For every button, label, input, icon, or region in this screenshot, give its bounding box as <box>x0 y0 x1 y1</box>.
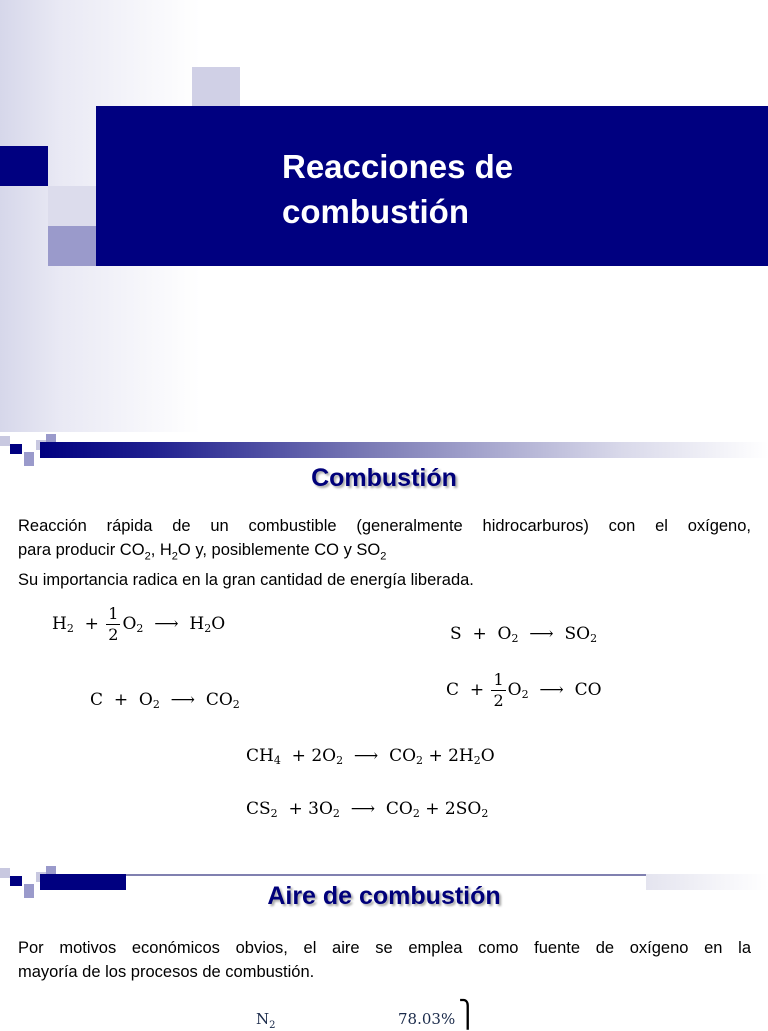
fraction <box>106 604 120 645</box>
eq-term: H <box>52 614 67 634</box>
eq-term: C <box>446 680 460 700</box>
subscript: 2 <box>332 807 340 820</box>
subscript: 2 <box>144 550 151 563</box>
intro-paragraph <box>18 514 751 592</box>
eq-term: O <box>211 614 226 634</box>
eq-term: O <box>507 680 522 700</box>
eq-term: CO <box>205 690 233 710</box>
eq-term: CO <box>574 680 602 700</box>
subscript: 2 <box>270 807 278 820</box>
eq-term: H <box>189 614 205 634</box>
header-decor-square <box>0 868 10 878</box>
subscript: 2 <box>66 622 74 635</box>
eq-arrow: ⟶ <box>350 799 376 819</box>
section-heading: Combustión <box>311 464 457 492</box>
eq-arrow: ⟶ <box>539 680 564 700</box>
text-fragment: , H <box>150 541 172 559</box>
n2-label: N <box>256 1010 270 1028</box>
brace-icon: ⎫ <box>458 1000 478 1030</box>
eq-term: 2SO <box>444 799 482 819</box>
eq-term: S <box>450 624 462 644</box>
eq-term: O <box>497 624 512 644</box>
subscript: 2 <box>511 632 519 645</box>
combustion-slide <box>0 432 768 864</box>
subscript: 2 <box>380 550 387 563</box>
air-line2: mayoría de los procesos de combustión. <box>18 963 315 981</box>
eq-arrow: ⟶ <box>529 624 554 644</box>
text-fragment: para producir CO <box>18 541 145 559</box>
eq-term: O <box>122 614 137 634</box>
fraction <box>491 670 505 711</box>
slide-title-line1: Reacciones de <box>282 148 514 185</box>
eq-term: SO <box>564 624 591 644</box>
eq-term: O <box>138 690 153 710</box>
equation-cs2 <box>246 799 488 820</box>
eq-term: C <box>90 690 104 710</box>
eq-operator: + <box>425 799 440 819</box>
eq-term: CO <box>385 799 413 819</box>
eq-term: 2H <box>448 746 474 766</box>
denominator: 2 <box>108 625 119 644</box>
subscript: 4 <box>273 754 281 767</box>
air-line1: Por motivos económicos obvios, el aire se emplea como fuente de oxígeno en la <box>18 939 751 957</box>
subscript: 2 <box>590 632 598 645</box>
numerator: 1 <box>108 604 119 623</box>
eq-arrow: ⟶ <box>154 614 179 634</box>
eq-term: O <box>480 746 495 766</box>
eq-arrow: ⟶ <box>353 746 379 766</box>
slide-title-line2: combustión <box>282 193 469 230</box>
subscript: 2 <box>152 698 160 711</box>
n2-composition <box>256 1010 276 1031</box>
eq-operator: + <box>469 680 485 700</box>
numerator: 1 <box>493 670 504 689</box>
eq-operator: + <box>288 799 303 819</box>
equation-c-co <box>446 670 602 711</box>
subscript: 2 <box>473 754 481 767</box>
eq-term: 3O <box>308 799 333 819</box>
air-paragraph <box>18 936 751 984</box>
eq-operator: + <box>472 624 487 644</box>
intro-line1: Reacción rápida de un combustible (generalmente hidrocarburos) con el oxígeno, <box>18 517 751 535</box>
section-heading: Aire de combustión <box>267 882 501 910</box>
equation-h2 <box>52 604 225 645</box>
n2-percentage: 78.03% <box>398 1010 456 1028</box>
eq-term: CS <box>246 799 271 819</box>
eq-operator: + <box>84 614 99 634</box>
subscript: 2 <box>521 688 529 701</box>
equation-s <box>450 624 597 645</box>
eq-arrow: ⟶ <box>170 690 196 710</box>
decor-square <box>0 146 48 186</box>
header-decor-square <box>0 436 10 446</box>
intro-line2 <box>18 538 751 568</box>
subscript: 2 <box>416 754 424 767</box>
header-rule <box>40 442 768 458</box>
subscript: 2 <box>171 550 178 563</box>
subscript: 2 <box>269 1020 276 1031</box>
subscript: 2 <box>232 698 240 711</box>
eq-operator: + <box>113 690 129 710</box>
eq-term: CO <box>389 746 417 766</box>
text-fragment: O y, posiblemente CO y SO <box>177 541 381 559</box>
subscript: 2 <box>136 622 144 635</box>
eq-operator: + <box>291 746 306 766</box>
eq-term: CH <box>246 746 274 766</box>
subscript: 2 <box>412 807 420 820</box>
equation-c-co2 <box>90 690 240 711</box>
decor-square <box>192 67 240 107</box>
subscript: 2 <box>336 754 344 767</box>
equation-methane <box>246 746 495 767</box>
eq-operator: + <box>428 746 443 766</box>
denominator: 2 <box>493 691 504 710</box>
subscript: 2 <box>481 807 489 820</box>
decor-square <box>48 186 96 226</box>
slide-title <box>282 144 742 234</box>
header-rule-fade <box>126 874 646 876</box>
intro-line3: Su importancia radica en la gran cantidad de energía liberada. <box>18 571 474 590</box>
air-slide <box>0 864 768 1031</box>
decor-square <box>48 226 96 266</box>
title-slide <box>0 0 768 432</box>
subscript: 2 <box>204 622 212 635</box>
header-decor-square <box>10 444 22 454</box>
eq-term: 2O <box>311 746 337 766</box>
